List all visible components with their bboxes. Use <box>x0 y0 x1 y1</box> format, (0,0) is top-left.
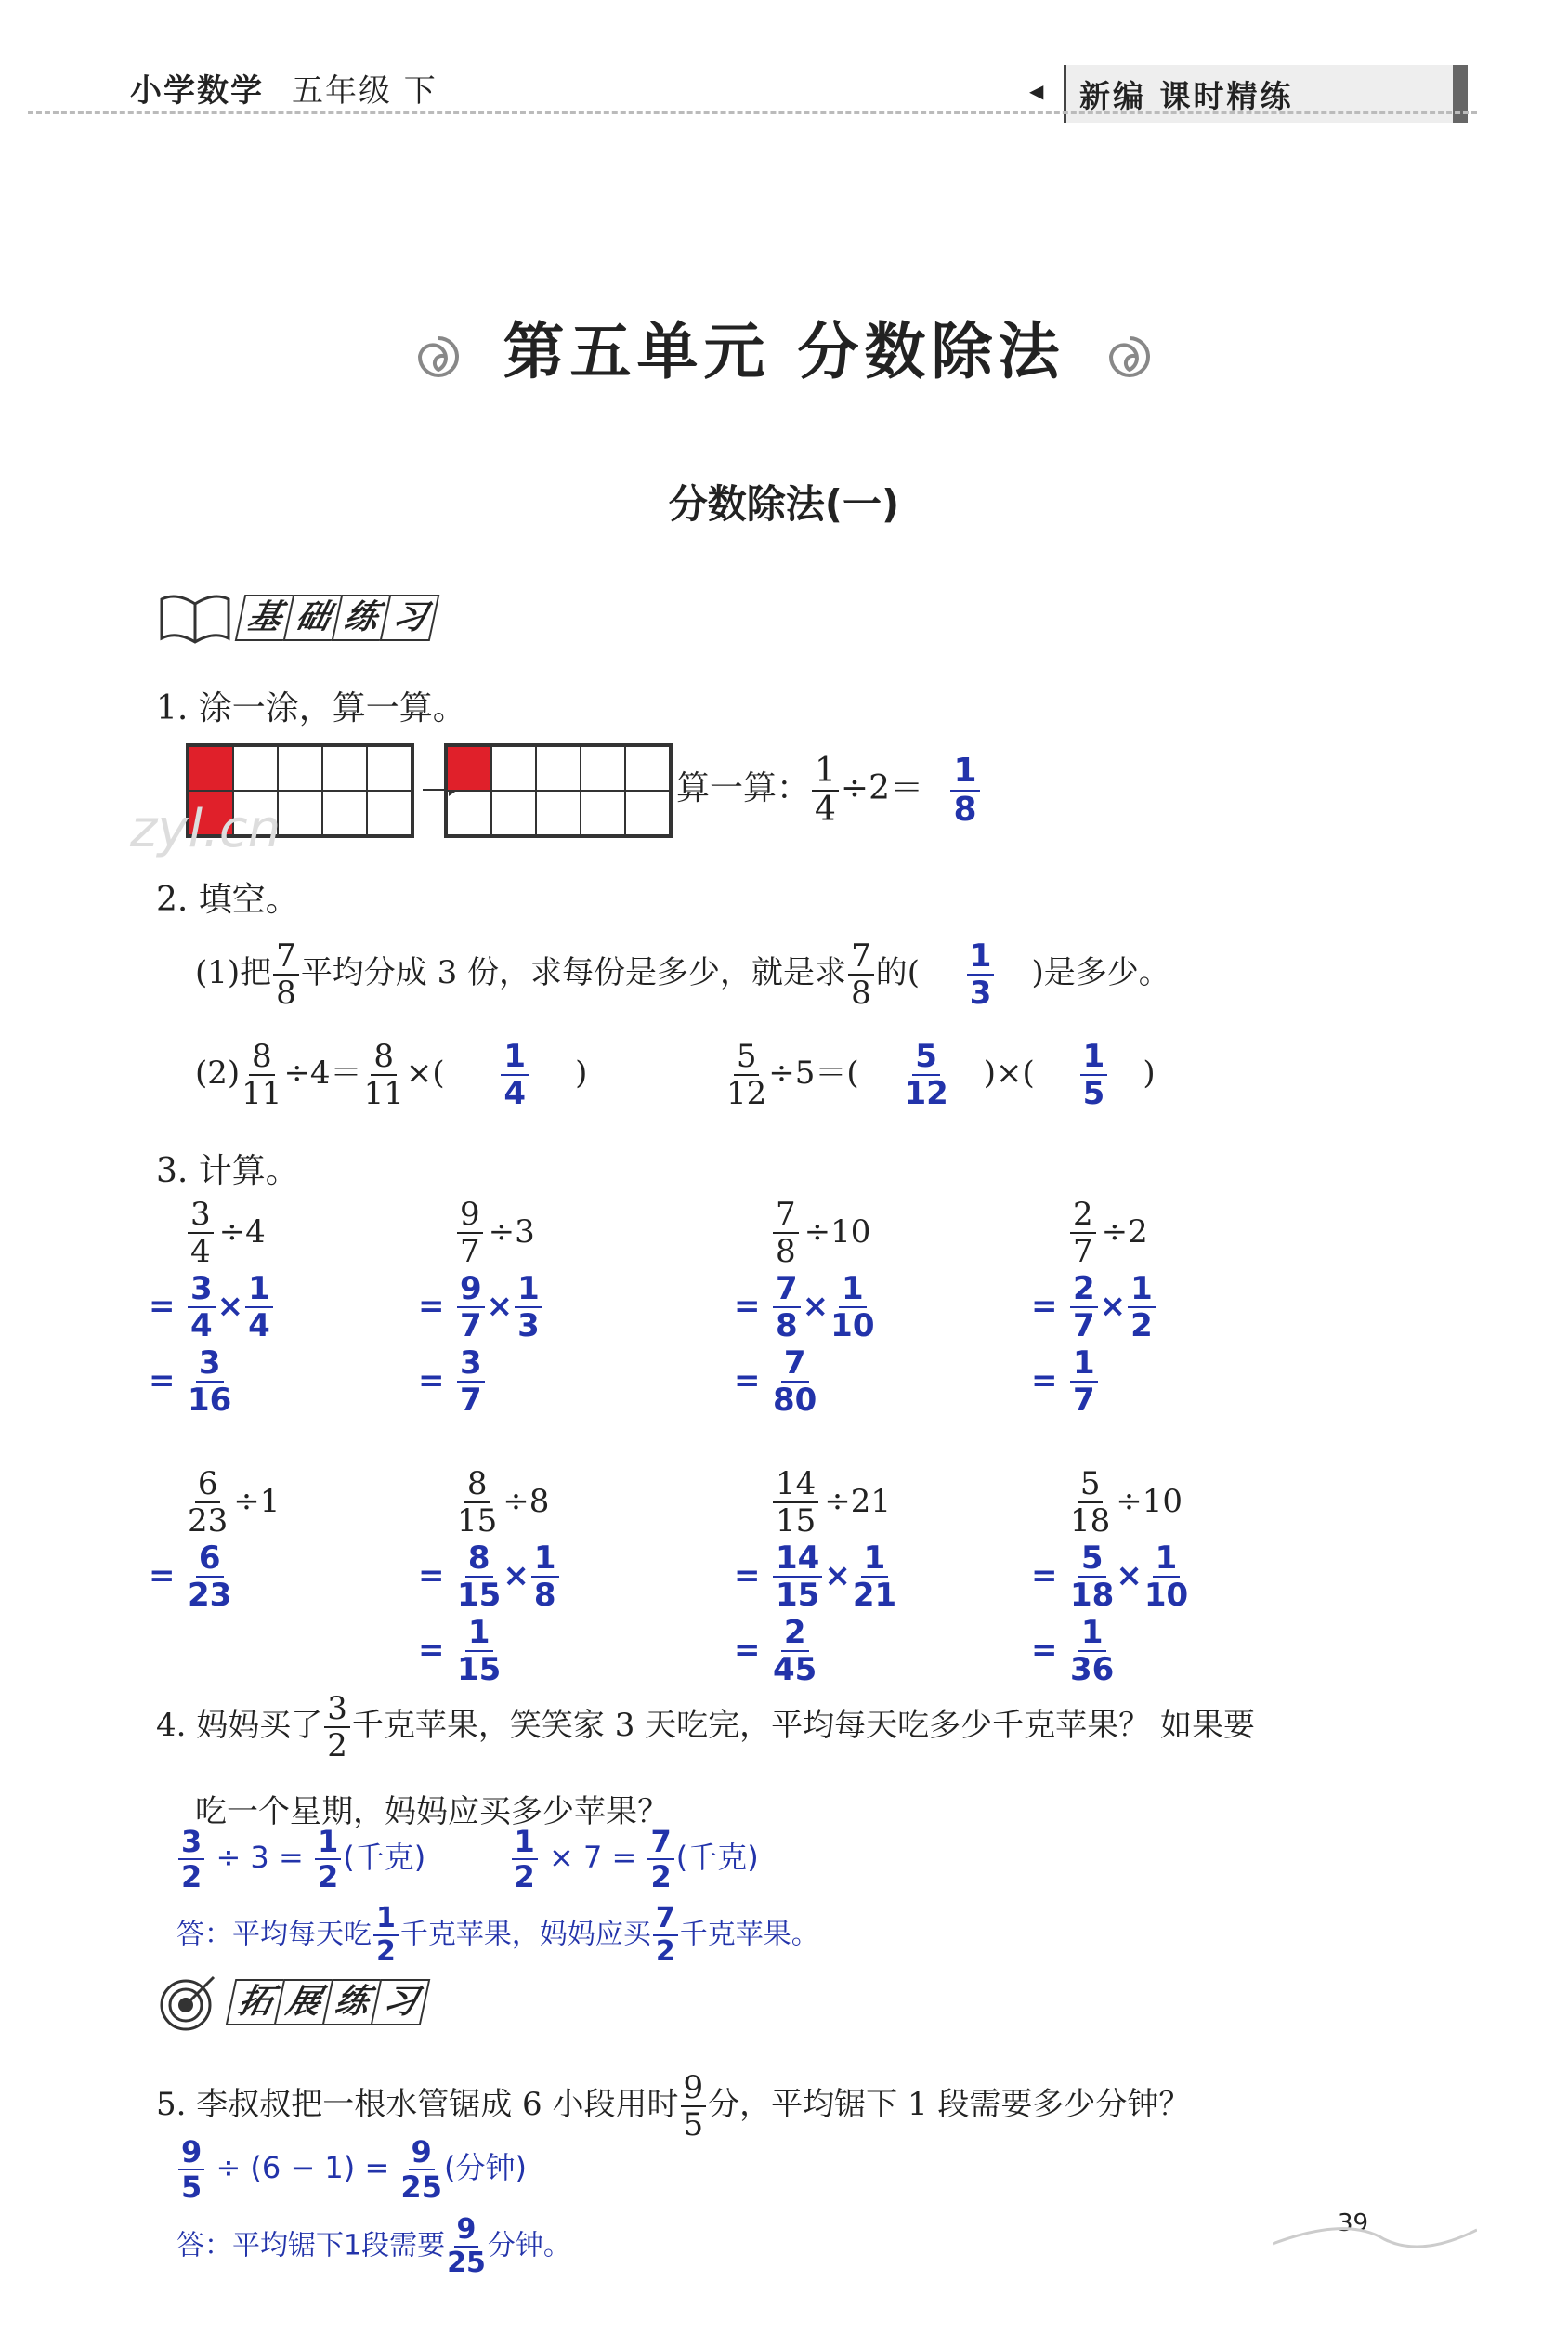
fraction: $\frac{1}{10}$ <box>1143 1540 1189 1614</box>
swirl-icon <box>411 329 466 385</box>
answer-fraction: $\frac{1}{8}$ <box>950 754 979 827</box>
calc-item: $\frac{8}{15}$ ÷8 = $\frac{8}{15}$ × $\frac{1}{8}$ = $\frac{1}{15}$ <box>418 1475 561 1678</box>
calc-item: $\frac{5}{18}$ ÷10 = $\frac{5}{18}$ × $\frac{1}{10}$ = $\frac{1}{36}$ <box>1031 1465 1189 1688</box>
answer-fraction: $\frac{1}{5}$ <box>1080 1041 1108 1109</box>
header-divider <box>28 111 1477 114</box>
q5-answer: 答：平均锯下1段需要 $\frac{9}{25}$ 分钟。 <box>176 2213 571 2279</box>
unit-title <box>0 302 1568 390</box>
answer-fraction: $\frac{1}{4}$ <box>501 1041 529 1109</box>
fraction: $\frac{1}{2}$ <box>1128 1273 1156 1342</box>
fraction: $\frac{8}{15}$ <box>457 1465 498 1540</box>
fraction: $\frac{9}{7}$ <box>457 1199 483 1267</box>
q1-prompt: 1. 涂一涂，算一算。 <box>156 689 466 727</box>
q3-prompt: 3. 计算。 <box>156 1152 299 1190</box>
swoosh-decoration <box>1273 2211 1477 2258</box>
section-char: 拓 <box>226 1979 286 2025</box>
grid-after <box>444 743 673 838</box>
unit-title-text: 第五单元 分数除法 <box>503 315 1065 387</box>
calc-label: 算一算： <box>676 769 811 807</box>
q4-solution: $\frac{3}{2}$ ÷ 3 = $\frac{1}{2}$ (千克) $\frac{1}{2}$ × 7 = $\frac{7}{2}$ (千克) <box>176 1827 759 1892</box>
fraction: $\frac{1}{10}$ <box>830 1270 875 1344</box>
header-subject <box>130 65 438 111</box>
fraction: $\frac{1}{3}$ <box>515 1273 542 1342</box>
fraction: $\frac{7}{8}$ <box>773 1199 799 1267</box>
q2-prompt: 2. 填空。 <box>156 881 299 919</box>
q2-part2: (2) $\frac{8}{11}$ ÷4＝ $\frac{8}{11}$ ×( $\frac{1}{4}$ ) <box>195 1038 588 1112</box>
answer-fraction: $\frac{1}{3}$ <box>967 940 995 1009</box>
calc-item: $\frac{14}{15}$ ÷21 = $\frac{14}{15}$ × $\frac{1}{21}$ = $\frac{2}{45}$ <box>734 1465 897 1688</box>
section-char: 展 <box>274 1979 334 2025</box>
fraction: $\frac{1}{4}$ <box>812 754 839 827</box>
section-char: 基 <box>235 595 295 641</box>
triangle-left-icon: ◀ <box>1029 80 1044 102</box>
lesson-title: 分数除法(一) <box>668 481 900 527</box>
fraction: $\frac{6}{23}$ <box>188 1540 232 1614</box>
calc-op: ÷2＝ <box>840 769 923 807</box>
page-number: 39 <box>1338 2209 1369 2237</box>
section-char: 习 <box>380 595 440 641</box>
q1-calc <box>676 754 982 827</box>
q4-line2: 吃一个星期，妈妈应买多少苹果？ <box>195 1793 669 1830</box>
subject-label: 小学数学 <box>130 72 264 110</box>
q2-part3: $\frac{5}{12}$ ÷5＝( $\frac{5}{12}$ )×( $\frac{1}{5}$ ) <box>726 1038 1156 1112</box>
fraction: $\frac{7}{80}$ <box>773 1344 817 1419</box>
open-book-icon <box>158 590 232 646</box>
q2-part1: (1)把 $\frac{7}{8}$ 平均分成 3 份，求每份是多少，就是求 $\frac{7}{8}$ 的( $\frac{1}{3}$ )是多少。 <box>195 937 1170 1012</box>
fraction: $\frac{2}{7}$ <box>1070 1199 1096 1267</box>
fraction: $\frac{1}{7}$ <box>1070 1347 1098 1416</box>
q4-answer: 答：平均每天吃 $\frac{1}{2}$ 千克苹果，妈妈应买 $\frac{7}{2}$ 千克苹果。 <box>176 1902 819 1968</box>
fraction: $\frac{7}{8}$ <box>773 1273 801 1342</box>
fraction: $\frac{3}{16}$ <box>188 1344 232 1419</box>
section-char: 练 <box>322 1979 383 2025</box>
fraction: $\frac{1}{21}$ <box>852 1540 897 1614</box>
fraction: $\frac{3}{7}$ <box>457 1347 485 1416</box>
calc-item: $\frac{2}{7}$ ÷2 = $\frac{2}{7}$ × $\frac{1}{2}$ = $\frac{1}{7}$ <box>1031 1206 1157 1409</box>
grade-label: 五年级 下 <box>292 72 438 110</box>
calc-item: $\frac{6}{23}$ ÷1 = $\frac{6}{23}$ <box>149 1465 281 1614</box>
watermark: zyl.cn <box>130 799 281 859</box>
q5-solution: $\frac{9}{5}$ ÷ (6 − 1) = $\frac{9}{25}$ (分钟) <box>176 2137 527 2202</box>
section-extend-practice <box>158 1970 424 2035</box>
target-icon <box>158 1972 219 2033</box>
fraction: $\frac{14}{15}$ <box>773 1468 818 1537</box>
fraction: $\frac{6}{23}$ <box>188 1465 229 1540</box>
fraction: $\frac{1}{8}$ <box>531 1542 559 1611</box>
fraction: $\frac{9}{7}$ <box>457 1273 485 1342</box>
q4-line1: 4. 妈妈买了 $\frac{3}{2}$ 千克苹果，笑笑家 3 天吃完，平均每天吃多少千克苹果？ 如果要 <box>156 1690 1255 1764</box>
series-label: 新编 课时精练 <box>1079 77 1294 114</box>
fraction: $\frac{14}{15}$ <box>773 1542 822 1611</box>
fraction: $\frac{1}{15}$ <box>457 1614 502 1688</box>
calc-item: $\frac{3}{4}$ ÷4 = $\frac{3}{4}$ × $\frac{1}{4}$ = $\frac{3}{16}$ <box>149 1206 275 1409</box>
fraction: $\frac{5}{18}$ <box>1070 1540 1115 1614</box>
section-basic-practice <box>158 585 433 650</box>
fraction: $\frac{1}{4}$ <box>245 1273 273 1342</box>
section-char: 练 <box>332 595 392 641</box>
q5-line: 5. 李叔叔把一根水管锯成 6 小段用时 $\frac{9}{5}$ 分，平均锯下 1 段需要多少分钟？ <box>156 2069 1191 2143</box>
fraction: $\frac{1}{36}$ <box>1070 1614 1115 1688</box>
section-char: 础 <box>283 595 344 641</box>
calc-item: $\frac{9}{7}$ ÷3 = $\frac{9}{7}$ × $\frac{1}{3}$ = $\frac{3}{7}$ <box>418 1206 544 1409</box>
fraction: $\frac{2}{45}$ <box>773 1614 817 1688</box>
fraction: $\frac{8}{15}$ <box>457 1540 502 1614</box>
calc-item: $\frac{7}{8}$ ÷10 = $\frac{7}{8}$ × $\frac{1}{10}$ = $\frac{7}{80}$ <box>734 1196 875 1419</box>
answer-fraction: $\frac{5}{12}$ <box>904 1038 948 1112</box>
fraction: $\frac{5}{18}$ <box>1070 1465 1111 1540</box>
fraction: $\frac{2}{7}$ <box>1070 1273 1098 1342</box>
fraction: $\frac{3}{4}$ <box>188 1273 216 1342</box>
swirl-icon <box>1102 329 1157 385</box>
section-char: 习 <box>371 1979 431 2025</box>
fraction: $\frac{3}{4}$ <box>188 1199 214 1267</box>
